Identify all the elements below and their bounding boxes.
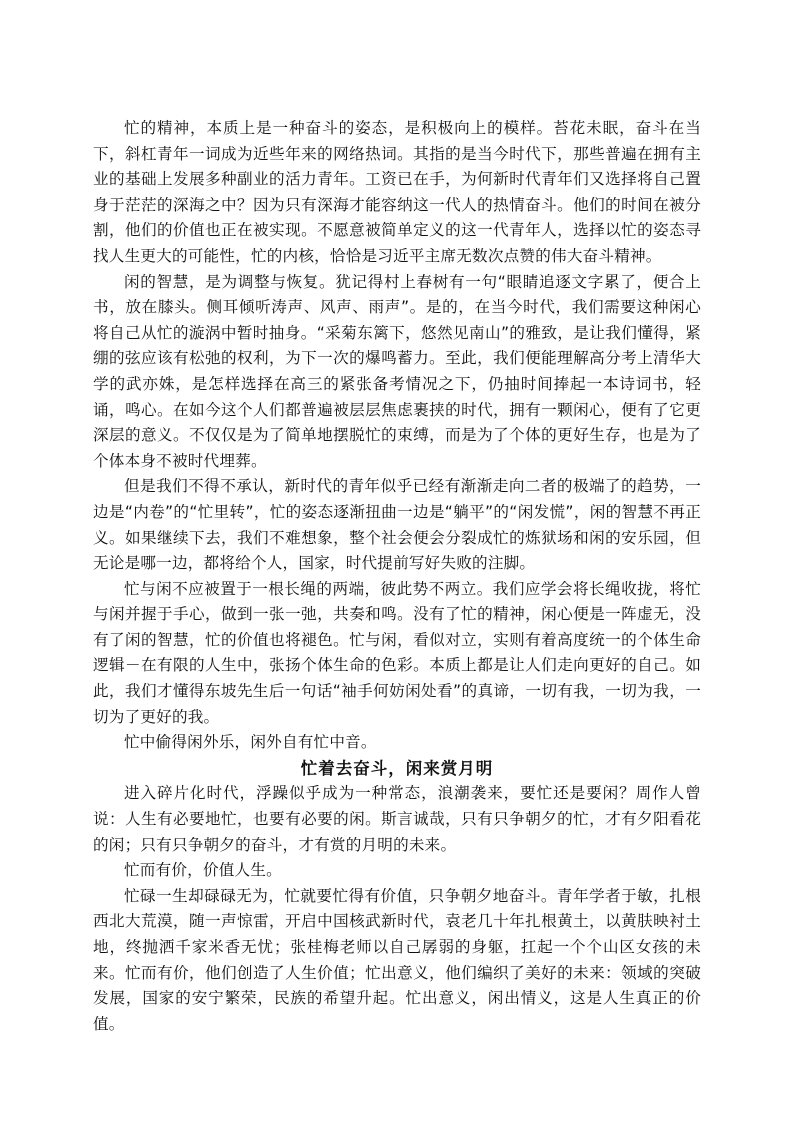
- paragraph-leisure-wisdom: 闲的智慧，是为调整与恢复。犹记得村上春树有一句“眼睛追逐文字累了，便合上书，放在膝头。侧耳倾听涛声、风声、雨声”。是的，在当今时代，我们需要这种闲心将自己从忙的漩涡中暂时抽身。“采菊东篱下，悠然见南山”的雅致，是让我们懂得，紧绷的弦应该有松弛的权利，为下一次的爆鸣蓄力。至此，我们便能理解高分考上清华大学的武亦姝，是怎样选择在高三的紧张备考情况之下，仍抽时间捧起一本诗词书，轻诵，鸣心。在如今这个人们都普遍被层层焦虑裹挟的时代，拥有一颗闲心，便有了它更深层的意义。不仅仅是为了简单地摆脱忙的束缚，而是为了个体的更好生存，也是为了个体本身不被时代埋葬。: [93, 272, 701, 470]
- paragraph-intro: 进入碎片化时代，浮躁似乎成为一种常态，浪潮袭来，要忙还是要闲？周作人曾说：人生有必要地忙，也要有必要的闲。斯言诚哉，只有只争朝夕的忙，才有夕阳看花的闲；只有只争朝夕的奋斗，才有赏的月明的未来。: [93, 784, 701, 854]
- paragraph-balance: 忙与闲不应被置于一根长绳的两端，彼此势不两立。我们应学会将长绳收拢，将忙与闲并握于手心，做到一张一弛，共奏和鸣。没有了忙的精神，闲心便是一阵虚无，没有了闲的智慧，忙的价值也将褪色。忙与闲，看似对立，实则有着高度统一的个体生命逻辑－在有限的人生中，张扬个体生命的色彩。本质上都是让人们走向更好的自己。如此，我们才懂得东坡先生后一句话“袖手何妨闲处看”的真谛，一切有我，一切为我，一切为了更好的我。: [93, 579, 701, 726]
- paragraph-thesis: 忙而有价，价值人生。: [124, 861, 282, 880]
- paragraph-busy-spirit: 忙的精神，本质上是一种奋斗的姿态，是积极向上的模样。苔花未眠，奋斗在当下，斜杠青年一词成为近些年来的网络热词。其指的是当今时代下，那些普遍在拥有主业的基础上发展多种副业的活力青年。工资已在手，为何新时代青年们又选择将自己置身于茫茫的深海之中？因为只有深海才能容纳这一代人的热情奋斗。他们的时间在被分割，他们的价值也正在被实现。不愿意被简单定义的这一代青年人，选择以忙的姿态寻找人生更大的可能性，忙的内核，恰恰是习近平主席无数次点赞的伟大奋斗精神。: [93, 119, 701, 265]
- paragraph-conclusion: 忙中偷得闲外乐，闲外自有忙中音。: [124, 733, 377, 752]
- paragraph-examples: 忙碌一生却碌碌无为，忙就要忙得有价值，只争朝夕地奋斗。青年学者于敏，扎根西北大荒漠，随一声惊雷，开启中国核武新时代，袁老几十年扎根黄土，以黄肤映衬土地，终抛洒千家米香无忧；张桂梅老师以自己孱弱的身躯，扛起一个个山区女孩的未来。忙而有价，他们创造了人生价值；忙出意义，他们编织了美好的未来：领域的突破发展，国家的安宁繁荣，民族的希望升起。忙出意义，闲出情义，这是人生真正的价值。: [93, 886, 701, 1033]
- document-page: [93, 116, 701, 1037]
- paragraph-extremes: 但是我们不得不承认，新时代的青年似乎已经有渐渐走向二者的极端了的趋势，一边是“内卷”的“忙里转”，忙的姿态逐渐扭曲一边是“躺平”的“闲发慌”，闲的智慧不再正义。如果继续下去，我们不难想象，整个社会便会分裂成忙的炼狱场和闲的安乐园，但无论是哪一边，都将给个人，国家，时代提前写好失败的注脚。: [93, 477, 701, 573]
- essay-heading: 忙着去奋斗，闲来赏月明: [300, 758, 494, 778]
